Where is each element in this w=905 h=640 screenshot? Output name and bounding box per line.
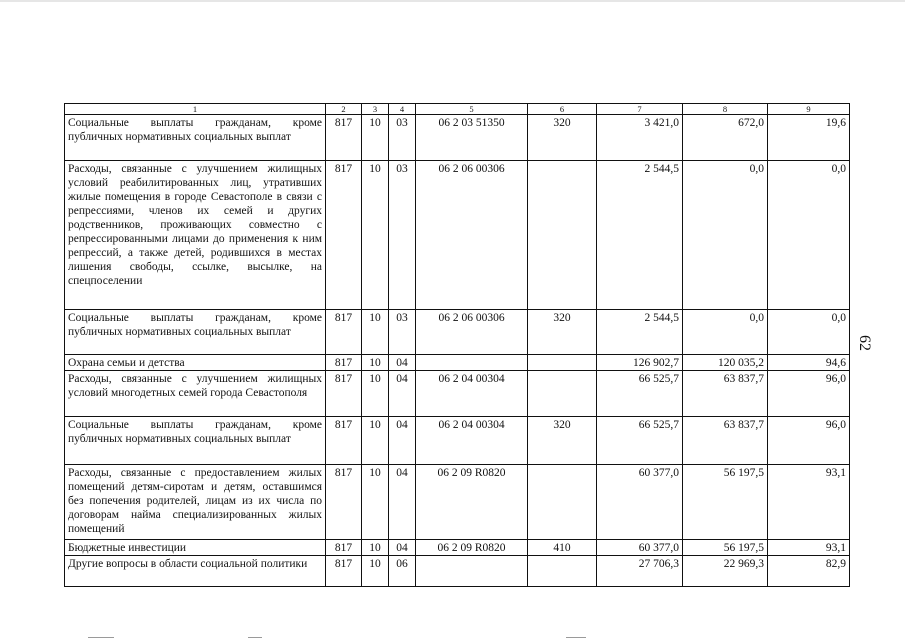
expense-name: Расходы, связанные с улучшением жилищных условий реабилитированных лиц, утративших жилые помещения в городе Севастополе в связи с репрессиями, членов их семей и других родственников, проживающих совместно с репрессированными лицами до применения к ним репрессий, а также детей, родившихся в местах лишения свободы, ссылке, высылке, на спецпоселении: [65, 161, 326, 310]
section-code: 10: [362, 355, 389, 371]
execution-percent: 93,1: [768, 465, 850, 540]
ministry-code: 817: [326, 115, 362, 161]
ministry-code: 817: [326, 465, 362, 540]
expense-name: Расходы, связанные с улучшением жилищных условий многодетных семей города Севастополя: [65, 371, 326, 417]
section-code: 10: [362, 310, 389, 355]
planned-amount: 126 902,7: [597, 355, 683, 371]
subsection-code: 03: [389, 115, 416, 161]
table-row: [65, 371, 850, 417]
target-article-code: 06 2 06 00306: [416, 161, 528, 310]
target-article-code: 06 2 09 R0820: [416, 465, 528, 540]
planned-amount: 27 706,3: [597, 556, 683, 587]
target-article-code: [416, 355, 528, 371]
section-code: 10: [362, 371, 389, 417]
column-number: 8: [683, 104, 768, 115]
column-number: 4: [389, 104, 416, 115]
target-article-code: 06 2 04 00304: [416, 417, 528, 465]
ministry-code: 817: [326, 310, 362, 355]
actual-amount: 672,0: [683, 115, 768, 161]
execution-percent: 82,9: [768, 556, 850, 587]
subsection-code: 03: [389, 310, 416, 355]
expense-type-code: 320: [528, 310, 597, 355]
section-code: 10: [362, 115, 389, 161]
expense-name: Социальные выплаты гражданам, кроме публичных нормативных социальных выплат: [65, 417, 326, 465]
table-row: [65, 161, 850, 310]
target-article-code: 06 2 04 00304: [416, 371, 528, 417]
planned-amount: 66 525,7: [597, 417, 683, 465]
execution-percent: 93,1: [768, 540, 850, 556]
ministry-code: 817: [326, 417, 362, 465]
execution-percent: 0,0: [768, 161, 850, 310]
section-code: 10: [362, 540, 389, 556]
table-row: [65, 540, 850, 556]
execution-percent: 0,0: [768, 310, 850, 355]
section-code: 10: [362, 556, 389, 587]
table-row: [65, 465, 850, 540]
planned-amount: 60 377,0: [597, 465, 683, 540]
table-row: [65, 310, 850, 355]
target-article-code: 06 2 09 R0820: [416, 540, 528, 556]
section-code: 10: [362, 417, 389, 465]
actual-amount: 120 035,2: [683, 355, 768, 371]
target-article-code: [416, 556, 528, 587]
section-code: 10: [362, 161, 389, 310]
target-article-code: 06 2 03 51350: [416, 115, 528, 161]
ministry-code: 817: [326, 371, 362, 417]
subsection-code: 06: [389, 556, 416, 587]
expense-name: Другие вопросы в области социальной политики: [65, 556, 326, 587]
actual-amount: 0,0: [683, 161, 768, 310]
planned-amount: 2 544,5: [597, 161, 683, 310]
subsection-code: 04: [389, 417, 416, 465]
execution-percent: 96,0: [768, 417, 850, 465]
ministry-code: 817: [326, 556, 362, 587]
column-number: 2: [326, 104, 362, 115]
ministry-code: 817: [326, 161, 362, 310]
subsection-code: 03: [389, 161, 416, 310]
expense-type-code: 410: [528, 540, 597, 556]
planned-amount: 3 421,0: [597, 115, 683, 161]
target-article-code: 06 2 06 00306: [416, 310, 528, 355]
budget-table: [64, 103, 850, 587]
page-top-edge: [0, 0, 905, 2]
section-code: 10: [362, 465, 389, 540]
actual-amount: 22 969,3: [683, 556, 768, 587]
actual-amount: 56 197,5: [683, 540, 768, 556]
scan-artifact: [88, 637, 114, 638]
planned-amount: 2 544,5: [597, 310, 683, 355]
table-row: [65, 115, 850, 161]
execution-percent: 94,6: [768, 355, 850, 371]
table-row: [65, 417, 850, 465]
page-number: 62: [856, 335, 873, 351]
actual-amount: 56 197,5: [683, 465, 768, 540]
ministry-code: 817: [326, 355, 362, 371]
expense-type-code: 320: [528, 115, 597, 161]
expense-type-code: [528, 355, 597, 371]
column-number: 9: [768, 104, 850, 115]
planned-amount: 60 377,0: [597, 540, 683, 556]
expense-name: Социальные выплаты гражданам, кроме публичных нормативных социальных выплат: [65, 310, 326, 355]
execution-percent: 96,0: [768, 371, 850, 417]
expense-name: Расходы, связанные с предоставлением жилых помещений детям-сиротам и детям, оставшимся без попечения родителей, лицам из их числа по договорам найма специализированных жилых помещений: [65, 465, 326, 540]
column-number-row: [65, 104, 850, 115]
subsection-code: 04: [389, 355, 416, 371]
execution-percent: 19,6: [768, 115, 850, 161]
actual-amount: 0,0: [683, 310, 768, 355]
actual-amount: 63 837,7: [683, 417, 768, 465]
subsection-code: 04: [389, 540, 416, 556]
scan-artifact: [566, 637, 586, 638]
expense-name: Охрана семьи и детства: [65, 355, 326, 371]
column-number: 3: [362, 104, 389, 115]
scan-artifact: [248, 637, 262, 638]
column-number: 5: [416, 104, 528, 115]
expense-name: Социальные выплаты гражданам, кроме публичных нормативных социальных выплат: [65, 115, 326, 161]
planned-amount: 66 525,7: [597, 371, 683, 417]
subsection-code: 04: [389, 371, 416, 417]
table-row: [65, 355, 850, 371]
expense-type-code: [528, 556, 597, 587]
expense-name: Бюджетные инвестиции: [65, 540, 326, 556]
table-row: [65, 556, 850, 587]
expense-type-code: [528, 371, 597, 417]
ministry-code: 817: [326, 540, 362, 556]
expense-type-code: [528, 465, 597, 540]
actual-amount: 63 837,7: [683, 371, 768, 417]
column-number: 7: [597, 104, 683, 115]
expense-type-code: 320: [528, 417, 597, 465]
column-number: 6: [528, 104, 597, 115]
expense-type-code: [528, 161, 597, 310]
subsection-code: 04: [389, 465, 416, 540]
column-number: 1: [65, 104, 326, 115]
